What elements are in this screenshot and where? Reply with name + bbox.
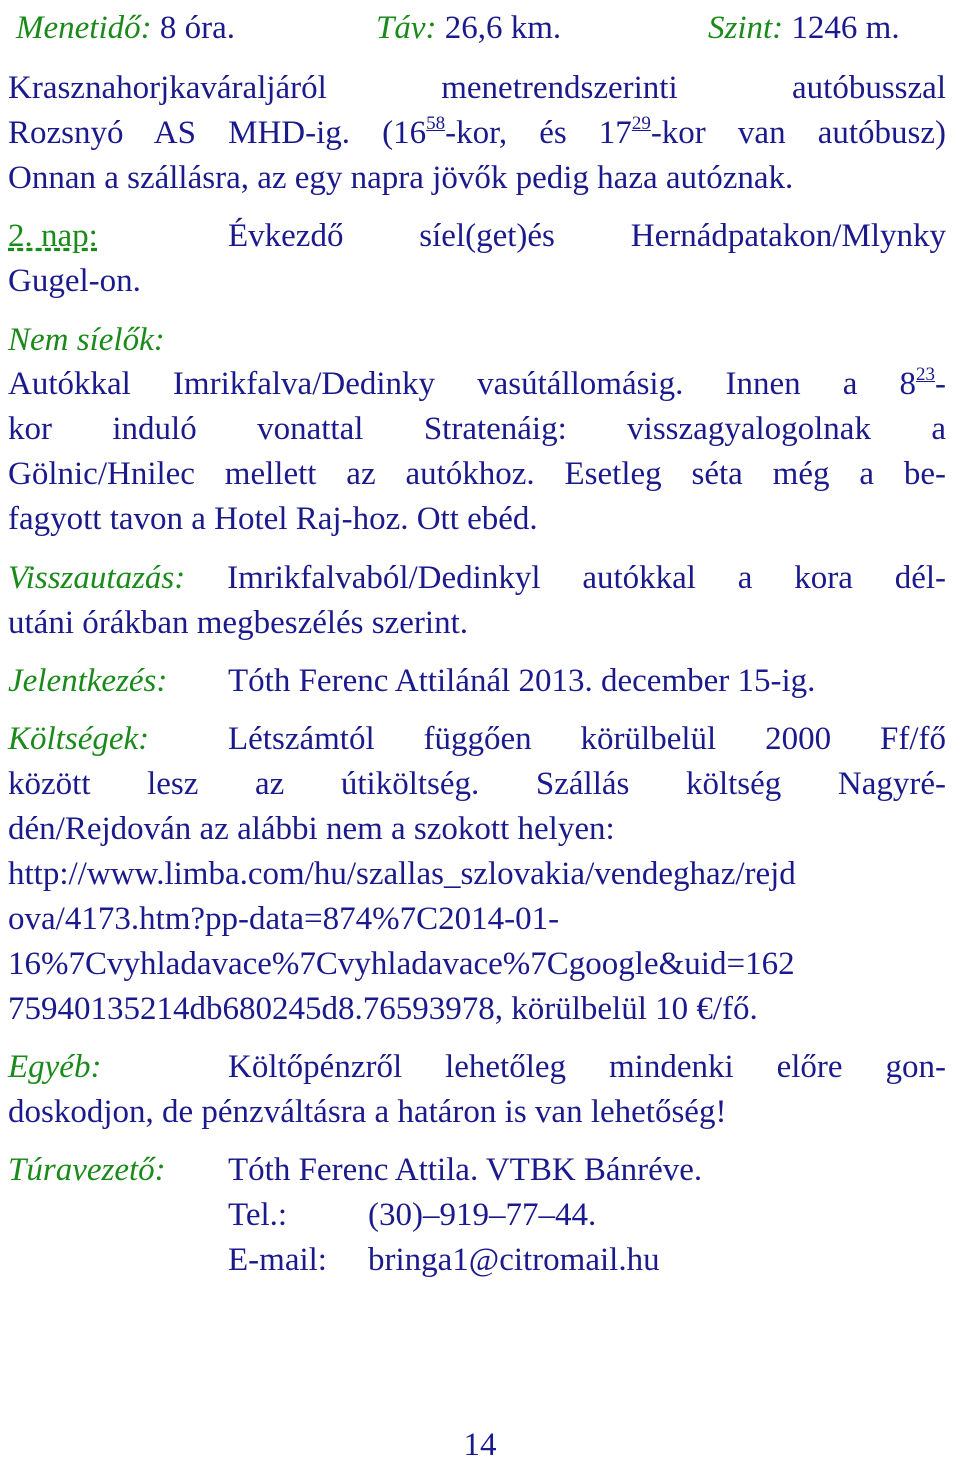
costs-line-1: Létszámtól függően körülbelül 2000 Ff/fő [228, 721, 946, 757]
p1-line-2: Rozsnyó AS MHD-ig. ($16^{58}$-kor, és $17^{29}$-kor van autóbusz) [8, 113, 946, 151]
train-sup: 23 [916, 364, 935, 385]
distance-value: 26,6 km. [444, 10, 562, 46]
nonskiers-line-3: Gölnic/Hnilec mellett az autókhoz. Esetleg séta még a be- [8, 456, 946, 492]
nonskiers-line-4: fagyott tavon a Hotel Raj-hoz. Ott ebéd. [8, 501, 538, 537]
day2-text-2: Gugel-on. [8, 263, 141, 299]
p1-line-1: Krasznahorjkaváraljáról menetrendszerinti autóbusszal [8, 70, 946, 106]
day2-label: 2. nap: [8, 218, 98, 254]
time-sup-1: 58 [426, 113, 446, 134]
costs-url-line-3: 16%7Cvyhladavace%7Cvyhladavace%7Cgoogle&uid=162 [8, 946, 795, 982]
costs-url-line-2: ova/4173.htm?pp-data=874%7C2014-01- [8, 901, 560, 937]
nonskiers-line-1: Autókkal Imrikfalva/Dedinky vasútállomásig. Innen a $8^{23}-$ [8, 364, 946, 402]
distance-label: Táv: [376, 10, 437, 46]
return-label: Visszautazás: [8, 560, 186, 596]
p1-line-3: Onnan a szállásra, az egy napra jövők pedig haza autóznak. [8, 160, 794, 196]
page-number: 14 [463, 1427, 497, 1463]
apply-label: Jelentkezés: [8, 663, 168, 699]
nonskiers-label: Nem síelők: [8, 322, 165, 358]
day2-text: Évkezdő síel(get)és Hernádpatakon/Mlynky [228, 218, 946, 254]
time-value: 8 óra. [159, 10, 235, 46]
level-label: Szint: [708, 10, 784, 46]
other-label: Egyéb: [8, 1049, 102, 1085]
time-row [16, 8, 235, 48]
costs-line-3: dén/Rejdován az alábbi nem a szokott helyen: [8, 811, 615, 847]
distance-row [376, 8, 561, 48]
other-line-2: doskodjon, de pénzváltásra a határon is van lehetőség! [8, 1094, 727, 1130]
level-value: 1246 m. [791, 10, 900, 46]
leader-name: Tóth Ferenc Attila. VTBK Bánréve. [228, 1152, 703, 1188]
costs-url-line-1: http://www.limba.com/hu/szallas_szlovakia/vendeghaz/rejd [8, 856, 796, 892]
costs-label: Költségek: [8, 721, 150, 757]
nonskiers-line-2: kor induló vonattal Stratenáig: visszagyalogolnak a [8, 411, 946, 447]
time-label: Menetidő: [16, 10, 152, 46]
return-line-2: utáni órákban megbeszélés szerint. [8, 605, 468, 641]
return-line-1: Visszautazás: Imrikfalvaból/Dedinkyl autókkal a kora dél- [8, 560, 947, 596]
leader-label: Túravezető: [8, 1152, 166, 1188]
level-row [708, 8, 900, 48]
costs-line-7: 75940135214db680245d8.76593978, körülbelül 10 €/fő. [8, 991, 758, 1027]
leader-email-label: E-mail: [228, 1242, 327, 1278]
apply-text: Tóth Ferenc Attilánál 2013. december 15-ig. [228, 663, 816, 699]
leader-email-value[interactable]: bringa1@citromail.hu [368, 1242, 660, 1278]
costs-line-2: között lesz az útiköltség. Szállás költség Nagyré- [8, 766, 946, 802]
time-sup-2: 29 [631, 113, 651, 134]
leader-tel-value: (30)–919–77–44. [368, 1197, 597, 1233]
leader-tel-label: Tel.: [228, 1197, 288, 1233]
other-line-1: Költőpénzről lehetőleg mindenki előre gon- [228, 1049, 946, 1085]
